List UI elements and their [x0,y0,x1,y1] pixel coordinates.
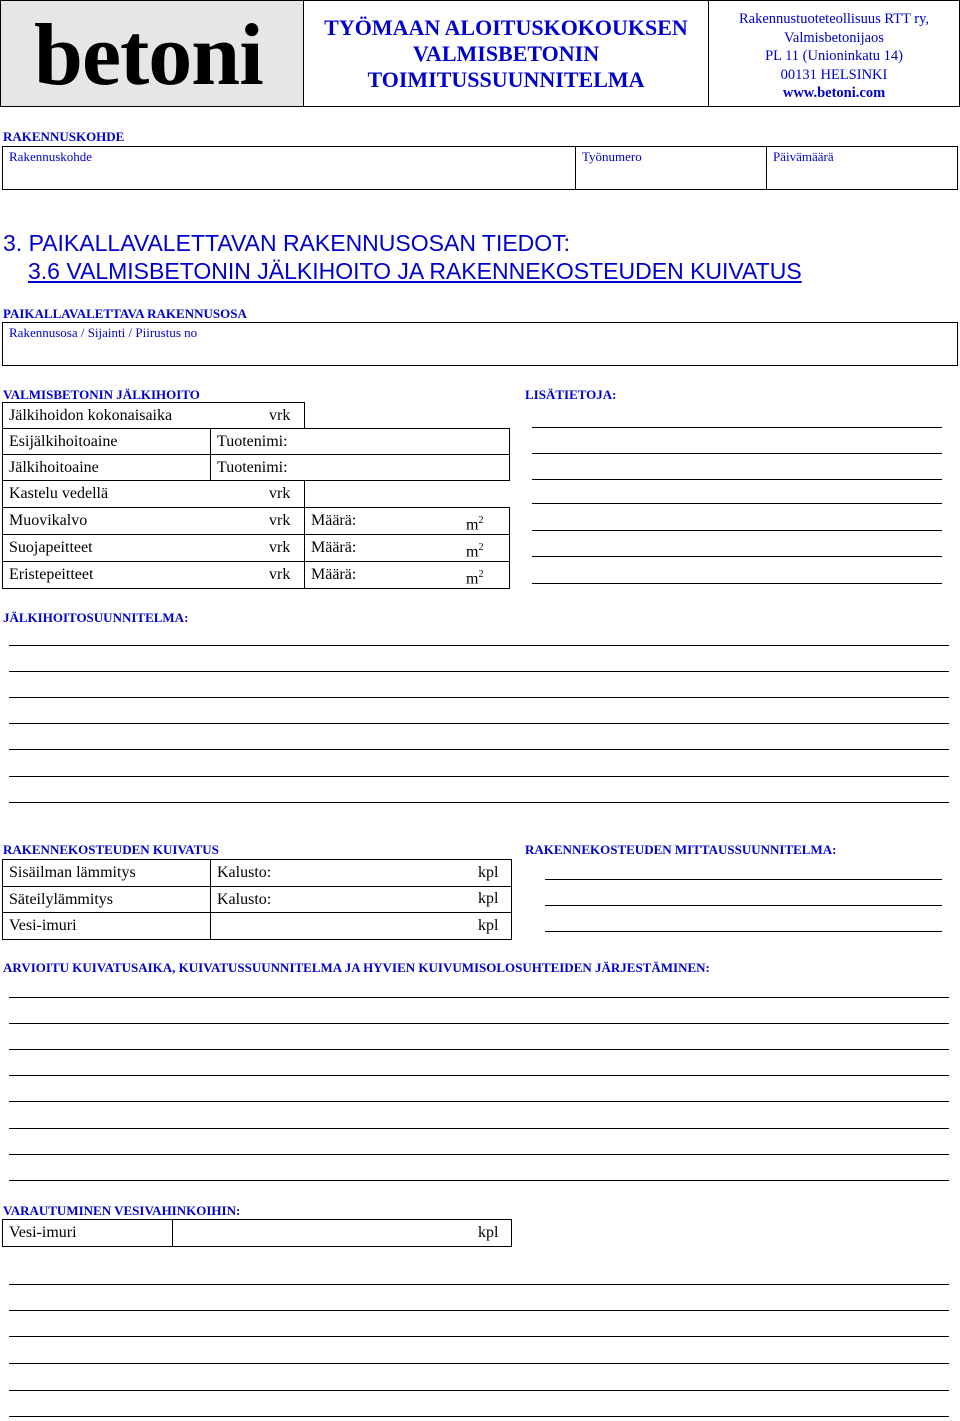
water-damage-vacuum-count-field[interactable] [172,1219,512,1247]
water-damage-label: VARAUTUMINEN VESIVAHINKOIHIN: [3,1203,241,1218]
product-label: Tuotenimi: [217,433,288,450]
drying-time-line[interactable] [9,997,949,998]
amount-label: Määrä: [311,539,357,556]
water-damage-line[interactable] [9,1363,949,1364]
unit-label: vrk [269,512,291,529]
water-curing-row[interactable] [2,480,305,508]
extra-info-line[interactable] [532,556,942,557]
row-label: Sisäilman lämmitys [9,864,136,881]
extra-info-label: LISÄTIETOJA: [525,387,617,402]
curing-plan-line[interactable] [9,776,949,777]
curing-product-field[interactable] [210,454,510,481]
indoor-heating-row[interactable] [2,859,211,887]
drying-time-line[interactable] [9,1154,949,1155]
area-unit-label: $m^2$ [466,542,484,561]
product-label: Tuotenimi: [217,459,288,476]
water-damage-line[interactable] [9,1284,949,1285]
unit-label: vrk [269,407,291,424]
amount-label: Määrä: [311,566,357,583]
area-unit-label: $m^2$ [466,569,484,588]
org-line-3: PL 11 (Unioninkatu 14) [765,48,903,64]
row-label: Eristepeitteet [9,566,94,583]
part-location-label: Rakennusosa / Sijainti / Piirustus no [9,325,198,340]
title-line-3: TOIMITUSSUUNNITELMA [367,67,645,92]
curing-total-time-row[interactable] [2,402,305,429]
project-section-label: RAKENNUSKOHDE [3,129,125,144]
extra-info-line[interactable] [532,583,942,584]
water-damage-vacuum-row[interactable] [2,1219,173,1247]
curing-plan-label: JÄLKIHOITOSUUNNITELMA: [3,610,189,625]
section-sub-title: 3.6 VALMISBETONIN JÄLKIHOITO JA RAKENNEKOSTEUDEN KUIVATUS [28,258,802,284]
amount-label: Määrä: [311,512,357,529]
section-main-title: 3. PAIKALLAVALETTAVAN RAKENNUSOSAN TIEDOT: [3,230,571,256]
pre-curing-product-field[interactable] [210,428,510,455]
row-label: Kastelu vedellä [9,485,109,502]
org-line-2: Valmisbetonijaos [784,29,884,46]
curing-plan-line[interactable] [9,645,949,646]
insulation-cover-row[interactable] [2,561,305,589]
unit-label: kpl [478,1224,499,1241]
water-damage-line[interactable] [9,1310,949,1311]
drying-time-label: ARVIOITU KUIVATUSAIKA, KUIVATUSSUUNNITELMA JA HYVIEN KUIVUMISOLOSUHTEIDEN JÄRJESTÄMINEN: [3,960,710,975]
title-line-2: VALMISBETONIN [412,41,600,66]
protective-cover-row[interactable] [2,534,305,562]
radiant-heating-row[interactable] [2,886,211,913]
org-line-1: Rakennustuoteteollisuus RTT ry, [738,11,930,27]
indoor-heating-equipment-field[interactable] [210,859,512,887]
unit-label: kpl [478,890,499,907]
part-section-label: PAIKALLAVALETTAVA RAKENNUSOSA [3,306,247,321]
wet-vacuum-equipment-field[interactable] [210,912,512,940]
betoni-logo: betoni [34,7,263,104]
curing-plan-line[interactable] [9,749,949,750]
water-damage-line[interactable] [9,1336,949,1337]
row-label: Jälkihoidon kokonaisaika [9,407,173,424]
area-unit-label: $m^2$ [466,515,484,534]
title-line-1: TYÖMAAN ALOITUSKOKOUKSEN [324,15,688,40]
unit-label: vrk [269,539,291,556]
drying-time-line[interactable] [9,1023,949,1024]
water-damage-line[interactable] [9,1416,949,1417]
moisture-plan-line[interactable] [545,931,942,932]
moisture-plan-label: RAKENNEKOSTEUDEN MITTAUSSUUNNITELMA: [525,842,837,857]
document-title [303,15,709,93]
row-label: Muovikalvo [9,512,88,529]
wet-vacuum-row[interactable] [2,912,211,940]
extra-info-line[interactable] [532,479,942,480]
extra-info-line[interactable] [532,453,942,454]
curing-section-label: VALMISBETONIN JÄLKIHOITO [3,387,200,402]
equipment-label: Kalusto: [217,864,272,881]
website-link[interactable]: www.betoni.com [782,85,886,101]
plastic-film-row[interactable] [2,507,305,535]
extra-info-line[interactable] [532,530,942,531]
project-name-label: Rakennuskohde [9,149,93,164]
row-label: Suojapeitteet [9,539,93,556]
unit-label: kpl [478,864,499,881]
drying-time-line[interactable] [9,1049,949,1050]
drying-section-label: RAKENNEKOSTEUDEN KUIVATUS [3,842,219,857]
equipment-label: Kalusto: [217,891,272,908]
curing-plan-line[interactable] [9,697,949,698]
row-label: Vesi-imuri [9,1224,77,1241]
extra-info-line[interactable] [532,427,942,428]
row-label: Vesi-imuri [9,917,77,934]
date-label: Päivämäärä [773,149,834,164]
unit-label: vrk [269,485,291,502]
moisture-plan-line[interactable] [545,879,942,880]
drying-time-line[interactable] [9,1101,949,1102]
unit-label: kpl [478,917,499,934]
pre-curing-agent-row[interactable] [2,428,211,455]
org-line-4: 00131 HELSINKI [780,66,888,83]
curing-plan-line[interactable] [9,671,949,672]
moisture-plan-line[interactable] [545,905,942,906]
drying-time-line[interactable] [9,1128,949,1129]
curing-agent-row[interactable] [2,454,211,481]
row-label: Säteilylämmitys [9,891,113,908]
job-number-label: Työnumero [582,149,642,164]
curing-plan-line[interactable] [9,802,949,803]
unit-label: vrk [269,566,291,583]
water-damage-line[interactable] [9,1390,949,1391]
row-label: Jälkihoitoaine [9,459,99,476]
curing-plan-line[interactable] [9,723,949,724]
drying-time-line[interactable] [9,1075,949,1076]
drying-time-line[interactable] [9,1180,949,1181]
extra-info-line[interactable] [532,503,942,504]
row-label: Esijälkihoitoaine [9,433,118,450]
organization-address [708,10,960,103]
radiant-heating-equipment-field[interactable] [210,886,512,913]
